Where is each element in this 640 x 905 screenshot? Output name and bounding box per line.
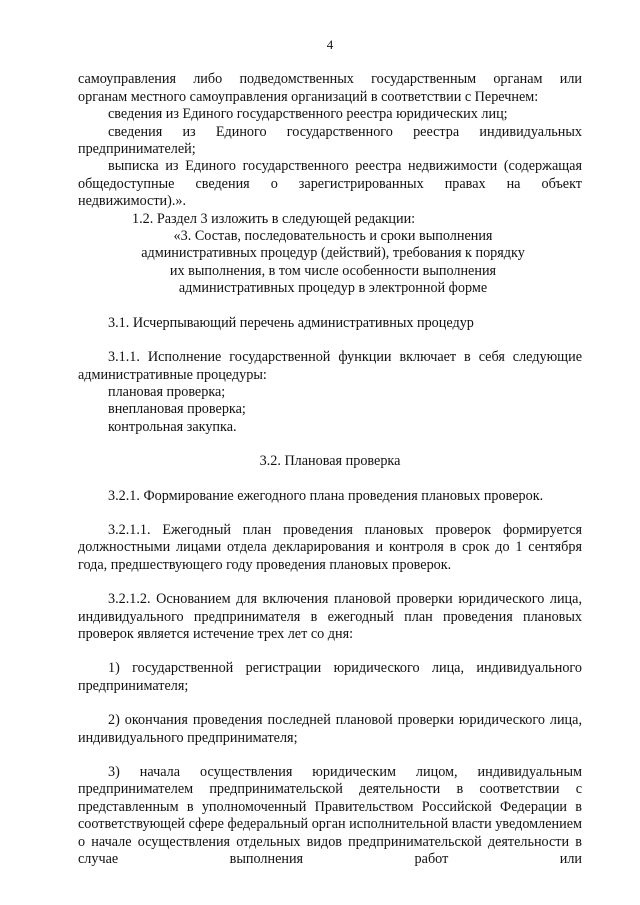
section-3-heading-line: «3. Состав, последовательность и сроки выполнения xyxy=(173,228,493,245)
page-number: 4 xyxy=(326,37,334,52)
procedure-item: контрольная закупка. xyxy=(108,418,237,435)
list-item-egrul: сведения из Единого государственного реестра юридических лиц; xyxy=(108,106,508,123)
list-item-egrn: выписка из Единого государственного реестра недвижимости (содержащая общедоступные сведения о зарегистрированных правах на объект недвижимости).». xyxy=(78,158,582,210)
procedure-item: плановая проверка; xyxy=(108,383,226,400)
section-3-2-title: 3.2. Плановая проверка xyxy=(259,453,401,470)
section-3-2-1-1: 3.2.1.1. Ежегодный план проведения плановых проверок формируется должностными лицами отдела декларирования и контроля в срок до 1 сентября года, предшествующего году проведения плановых проверок. xyxy=(78,521,582,573)
procedure-item: внеплановая проверка; xyxy=(108,401,246,418)
section-3-1-title: 3.1. Исчерпывающий перечень административных процедур xyxy=(108,314,474,331)
intro-line-2: органам местного самоуправления организаций в соответствии с Перечнем: xyxy=(78,88,539,105)
item-1-2: 1.2. Раздел 3 изложить в следующей редакции: xyxy=(132,210,416,227)
ground-3: 3) начала осуществления юридическим лицом, индивидуальным предпринимателем предпринимательской деятельности в соответствии с представленным в уполномоченный Правительством Российской Федерации в соответствующей сфере федеральный орган исполнительной власти уведомлением о начале осуществления отдельных видов предпринимательской деятельности в случае выполнения работ или xyxy=(78,764,582,868)
section-3-2-1-2: 3.2.1.2. Основанием для включения плановой проверки юридического лица, индивидуального предпринимателя в ежегодный план проведения плановых проверок является истечение трех лет со дня: xyxy=(78,591,582,642)
section-3-1-1: 3.1.1. Исполнение государственной функции включает в себя следующие административные процедуры: xyxy=(78,349,582,383)
ground-1: 1) государственной регистрации юридического лица, индивидуального предпринимателя; xyxy=(78,660,582,694)
section-3-heading xyxy=(78,228,582,298)
ground-2: 2) окончания проведения последней плановой проверки юридического лица, индивидуального предпринимателя; xyxy=(78,712,582,746)
intro-line-1: самоуправления либо подведомственных государственным органам или xyxy=(78,71,582,88)
section-3-2-1: 3.2.1. Формирование ежегодного плана проведения плановых проверок. xyxy=(108,487,544,504)
list-item-egrip: сведения из Единого государственного реестра индивидуальных предпринимателей; xyxy=(78,123,582,158)
section-3-heading-line: административных процедур в электронной форме xyxy=(178,280,488,297)
section-3-heading-line: административных процедур (действий), требования к порядку xyxy=(141,245,525,262)
section-3-heading-line: их выполнения, в том числе особенности выполнения xyxy=(169,262,497,279)
